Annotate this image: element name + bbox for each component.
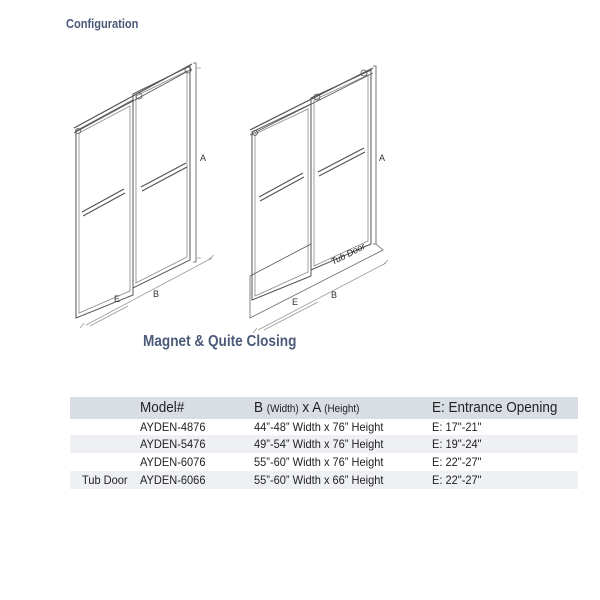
height-word: (Height) [324,403,360,415]
row-model: AYDEN-4876 [140,420,206,434]
table-row [70,471,578,489]
row-opening: E: 19"-24" [432,437,482,451]
magnet-closing-heading: Magnet & Quite Closing [143,333,297,350]
left-entrance-label: E [114,294,121,304]
right-door-diagram [250,66,388,333]
row-opening: E: 22"-27" [432,455,482,469]
table-row [70,419,578,435]
height-letter: A [312,399,321,416]
width-word: (Width) [266,403,299,415]
right-width-label: B [331,290,338,300]
row-model: AYDEN-5476 [140,437,206,451]
row-dimensions: 49”-54” Width x 76” Height [254,437,384,451]
table-header [70,397,578,419]
times-sign: x [302,399,310,416]
row-dimensions: 55”-60” Width x 66” Height [254,473,384,487]
row-tag: Tub Door [82,473,128,487]
opening-header: E: Entrance Opening [432,399,558,416]
row-model: AYDEN-6066 [140,473,206,487]
width-letter: B [254,399,264,416]
left-height-label: A [200,153,207,163]
right-height-label: A [379,153,386,163]
right-entrance-label: E [292,297,299,307]
row-dimensions: 55”-60” Width x 76” Height [254,455,384,469]
dimension-header [254,397,359,420]
model-header: Model# [140,399,185,416]
table-row [70,453,578,471]
configuration-heading: Configuration [66,16,139,31]
row-opening: E: 22"-27" [432,473,482,487]
row-opening: E: 17"-21" [432,420,482,434]
row-dimensions: 44”-48” Width x 76” Height [254,420,384,434]
tub-door-label: Tub Door [329,241,367,267]
table-row [70,435,578,453]
row-model: AYDEN-6076 [140,455,206,469]
left-width-label: B [153,289,160,299]
left-door-diagram [74,63,214,328]
